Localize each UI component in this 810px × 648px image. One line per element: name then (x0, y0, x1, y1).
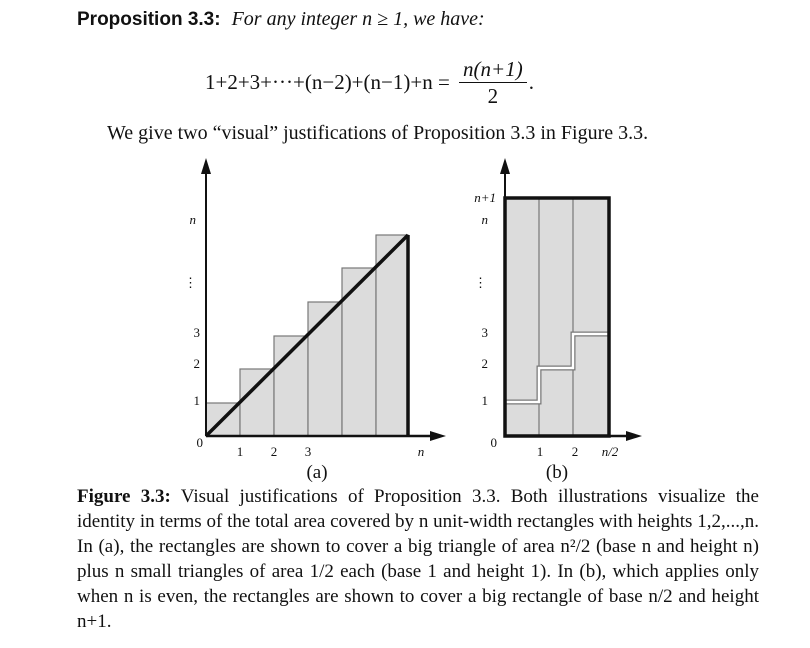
panel-a-bar-4 (308, 302, 342, 436)
panel-b-ylabel-dots: ⋮ (474, 275, 487, 290)
panel-a-ylabel-1: 1 (193, 393, 200, 408)
formula-lhs: 1+2+3+···+(n−2)+(n−1)+n = (205, 70, 450, 94)
panel-a-xlabel-1: 1 (236, 444, 244, 459)
formula-period: . (528, 70, 534, 94)
panel-a-ylabel-0: 0 (196, 435, 203, 450)
panel-b-x-arrow (626, 431, 642, 441)
panel-a-xlabel-3: 3 (304, 444, 312, 459)
panel-a-ylabel-2: 2 (193, 356, 200, 371)
figure-caption-text: Visual justifications of Proposition 3.3. Both illustrations visualize the identity in terms of the total area covered by n unit-width rectangles with heights 1,2,...,n. In (a), the rectangles are shown to cover a big triangle of area n²/2 (base n and height n) plus n small triangles of area 1/2 each (base 1 and height 1). In (b), which applies only when n is even, the rectangles are shown to cover a big rectangle of base n/2 and height n+1. (77, 486, 759, 632)
figure-caption (77, 484, 759, 634)
panel-a-x-arrow (430, 431, 446, 441)
panel-b-xlabel-n-half: n/2 (601, 444, 619, 459)
proposition-text: For any integer n ≥ 1, we have: (231, 8, 485, 30)
panel-a-ylabel-dots: ⋮ (184, 275, 197, 290)
panel-a-xlabel-2: 2 (270, 444, 278, 459)
panel-b-xlabel-1: 1 (536, 444, 544, 459)
panel-a-xlabel-n: n (417, 444, 425, 459)
panel-b-caption: (b) (545, 462, 569, 483)
panel-b-ylabel-n-plus-1: n+1 (474, 190, 496, 205)
panel-a-bar-2 (240, 369, 274, 436)
panel-a-ylabel-n: n (189, 212, 196, 227)
panel-b-ylabel-3: 3 (481, 325, 488, 340)
proposition-label: Proposition 3.3: (77, 9, 221, 30)
formula-denominator: 2 (487, 84, 499, 108)
intro-paragraph: We give two “visual” justifications of Proposition 3.3 in Figure 3.3. (107, 122, 649, 144)
panel-b-xlabel-2: 2 (571, 444, 579, 459)
panel-b-ylabel-2: 2 (481, 356, 488, 371)
panel-b-ylabel-n: n (481, 212, 488, 227)
panel-a (184, 158, 446, 483)
panel-a-caption: (a) (306, 462, 328, 483)
formula-numerator: n(n+1) (459, 56, 527, 83)
panel-b-ylabel-1: 1 (481, 393, 488, 408)
panel-a-ylabel-3: 3 (193, 325, 200, 340)
figure-caption-label: Figure 3.3: (77, 486, 171, 507)
panel-b-ylabel-0: 0 (490, 435, 497, 450)
panel-b-y-arrow (500, 158, 510, 174)
panel-b (474, 158, 642, 483)
panel-a-y-arrow (201, 158, 211, 174)
panel-a-bar-6 (376, 235, 408, 436)
